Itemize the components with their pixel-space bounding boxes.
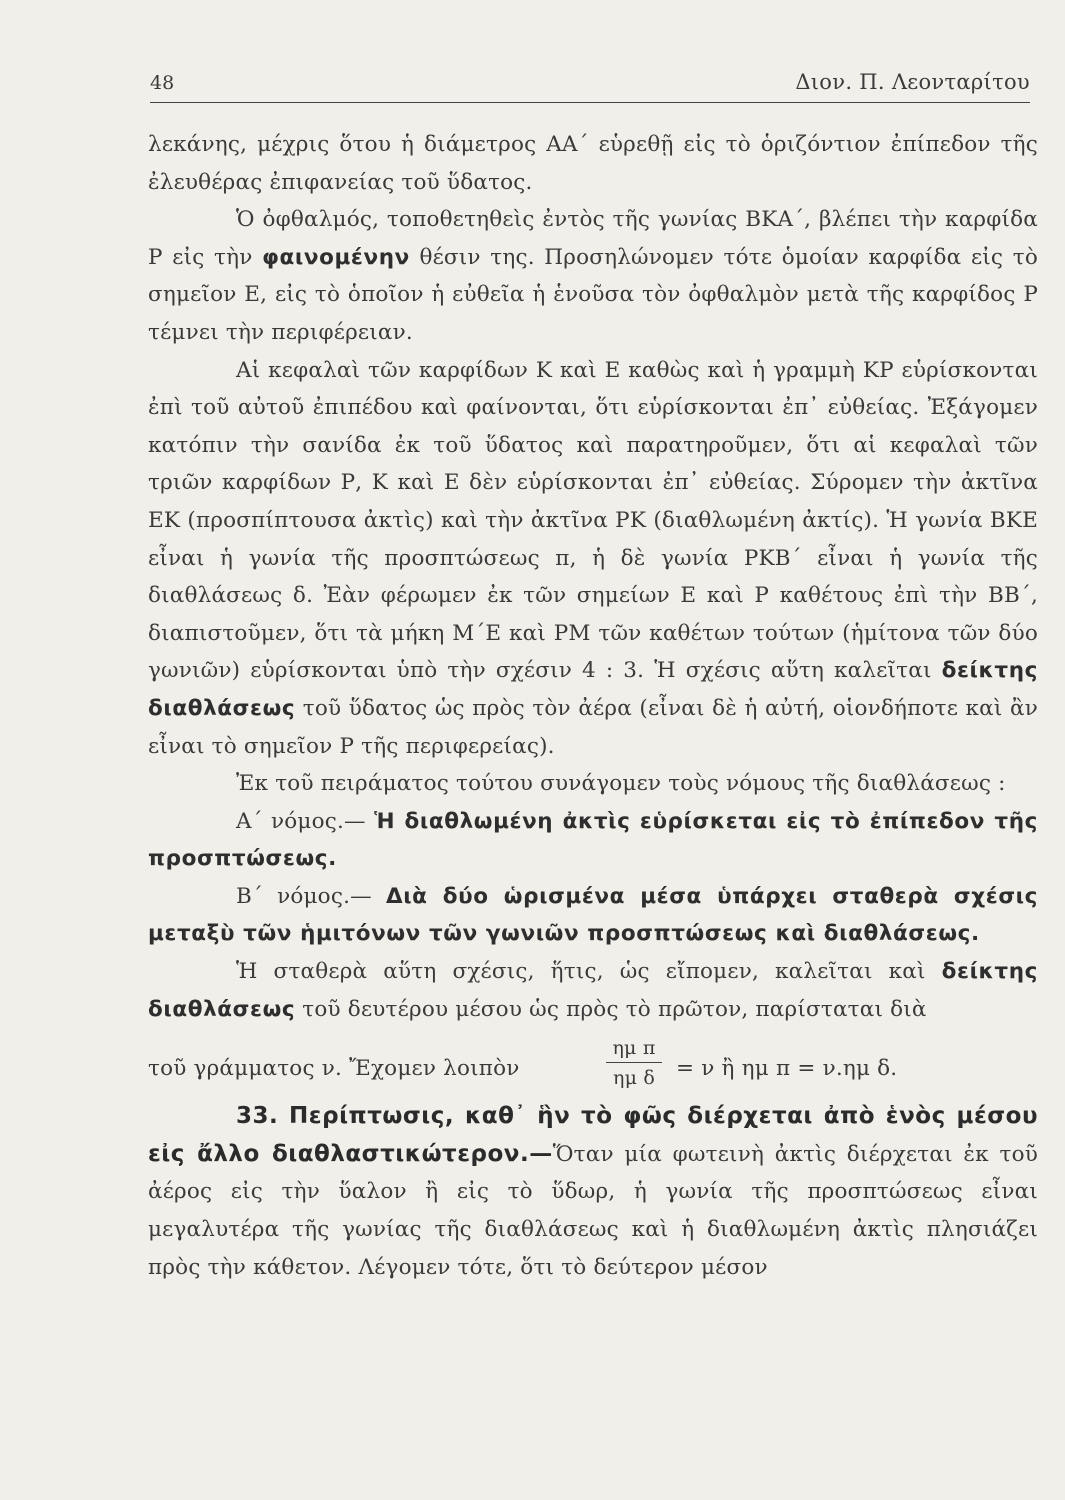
formula-fraction (606, 1034, 662, 1091)
law-first (148, 803, 1038, 878)
emphasis-refractive-index: δείκτης διαθλάσεως (148, 658, 1038, 721)
paragraph-text: Αἱ κεφαλαὶ τῶν καρφίδων Κ καὶ Ε καθὼς καὶ ἡ γραμμὴ ΚΡ εὑρίσκονται ἐπὶ τοῦ αὐτοῦ ἐπιπέδου καὶ φαίνονται, ὅτι εὑρίσκονται ἐπ᾽ εὐθείας. Ἐξάγομεν κατόπιν τὴν σανίδα ἐκ τοῦ ὕδατος καὶ παρατηροῦμεν, ὅτι αἱ κεφαλαὶ τῶν τριῶν καρφίδων Ρ, Κ καὶ Ε δὲν εὑρίσκονται ἐπ᾽ εὐθείας. Σύρομεν τὴν ἀκτῖνα ΕΚ (προσπίπτουσα ἀκτὶς) καὶ τὴν ἀκτῖνα ΡΚ (διαθλωμένη ἀκτίς). Ἡ γωνία ΒΚΕ εἶναι ἡ γωνία τῆς προσπτώσεως π, ἡ δὲ γωνία ΡΚΒ΄ εἶναι ἡ γωνία τῆς διαθλάσεως δ. Ἐὰν φέρωμεν ἐκ τῶν σημείων Ε καὶ Ρ καθέτους ἐπὶ τὴν ΒΒ΄, διαπιστοῦμεν, ὅτι τὰ μήκη Μ΄Ε καὶ ΡΜ τῶν καθέτων τούτων (ἡμίτονα τῶν δύο γωνιῶν) εὑρίσκονται ὑπὸ τὴν σχέσιν 4 : 3. Ἡ σχέσις αὕτη καλεῖται (148, 357, 1038, 684)
section-text: Ὅταν μία φωτεινὴ ἀκτὶς διέρχεται ἐκ τοῦ ἀέρος εἰς τὴν ὕαλον ἢ εἰς τὸ ὕδωρ, ἡ γωνία τῆς προσπτώσεως εἶναι μεγαλυτέρα τῆς γωνίας τῆς διαθλάσεως καὶ ἡ διαθλωμένη ἀκτὶς πλησιάζει πρὸς τὴν κάθετον. Λέγομεν τότε, ὅτι τὸ δεύτερον μέσον (148, 1141, 1038, 1280)
paragraph-text: τοῦ δευτέρου μέσου ὡς πρὸς τὸ πρῶτον, παρίσταται διὰ (302, 996, 927, 1022)
paragraph-constant-ratio (148, 953, 1038, 1028)
paragraph-eye-position (148, 201, 1038, 351)
emphasis-refractive-index: δείκτης διαθλάσεως (148, 959, 1038, 1022)
paragraph-laws-intro: Ἐκ τοῦ πειράματος τούτου συνάγομεν τοὺς νόμους τῆς διαθλάσεως : (236, 771, 1006, 797)
running-head: Διον. Π. Λεονταρίτου (795, 70, 1030, 94)
section-title: 33. Περίπτωσις, καθ᾽ ἣν τὸ φῶς διέρχεται ἀπὸ ἑνὸς μέσου εἰς ἄλλο διαθλαστικώτερον.— (148, 1103, 1038, 1167)
fraction-denominator: ημ δ (612, 1067, 655, 1090)
fraction-numerator: ημ π (606, 1034, 662, 1063)
law-text: Ἡ διαθλωμένη ἀκτὶς εὑρίσκεται εἰς τὸ ἐπίπεδον τῆς προσπτώσεως. (148, 808, 1038, 872)
page-number: 48 (150, 72, 175, 94)
law-label: Α΄ νόμος.— (236, 808, 366, 834)
paragraph-refraction-index (148, 352, 1038, 766)
paragraph-text: τοῦ ὕδατος ὡς πρὸς τὸν ἀέρα (εἶναι δὲ ἡ αὐτή, οἱονδήποτε καὶ ἂν εἶναι τὸ σημεῖον Ρ τῆς περιφερείας). (148, 695, 1038, 759)
law-second (148, 878, 1038, 953)
formula-line (148, 1034, 1038, 1098)
emphasis-apparent: φαινομένην (262, 244, 410, 270)
page-header (150, 70, 1030, 103)
paragraph-text: Ἡ σταθερὰ αὕτη σχέσις, ἥτις, ὡς εἴπομεν, καλεῖται καὶ (236, 959, 926, 985)
formula-lead-text: τοῦ γράμματος ν. Ἔχομεν λοιπὸν (148, 1056, 520, 1082)
paragraph-continuation: λεκάνης, μέχρις ὅτου ἡ διάμετρος ΑΑ΄ εὑρεθῇ εἰς τὸ ὁριζόντιον ἐπίπεδον τῆς ἐλευθέρας ἐπιφανείας τοῦ ὕδατος. (148, 132, 1038, 195)
formula-equation: = ν ἢ ημ π = ν.ημ δ. (676, 1056, 898, 1082)
paragraph-text: Ὁ ὀφθαλμός, τοποθετηθεὶς ἐντὸς τῆς γωνίας ΒΚΑ΄, βλέπει τὴν καρφίδα Ρ εἰς τὴν (148, 207, 1038, 270)
law-text: Διὰ δύο ὡρισμένα μέσα ὑπάρχει σταθερὰ σχέσις μεταξὺ τῶν ἡμιτόνων τῶν γωνιῶν προσπτώσεως καὶ διαθλάσεως. (148, 883, 1038, 947)
law-label: Β΄ νόμος.— (236, 883, 372, 909)
paragraph-text: θέσιν της. Προσηλώνομεν τότε ὁμοίαν καρφίδα εἰς τὸ σημεῖον Ε, εἰς τὸ ὁποῖον ἡ εὐθεῖα ἡ ἑνοῦσα τὸν ὀφθαλμὸν μετὰ τῆς καρφίδος Ρ τέμνει τὴν περιφέρειαν. (148, 244, 1038, 345)
page-body (148, 126, 1038, 1286)
section-33 (148, 1098, 1038, 1286)
